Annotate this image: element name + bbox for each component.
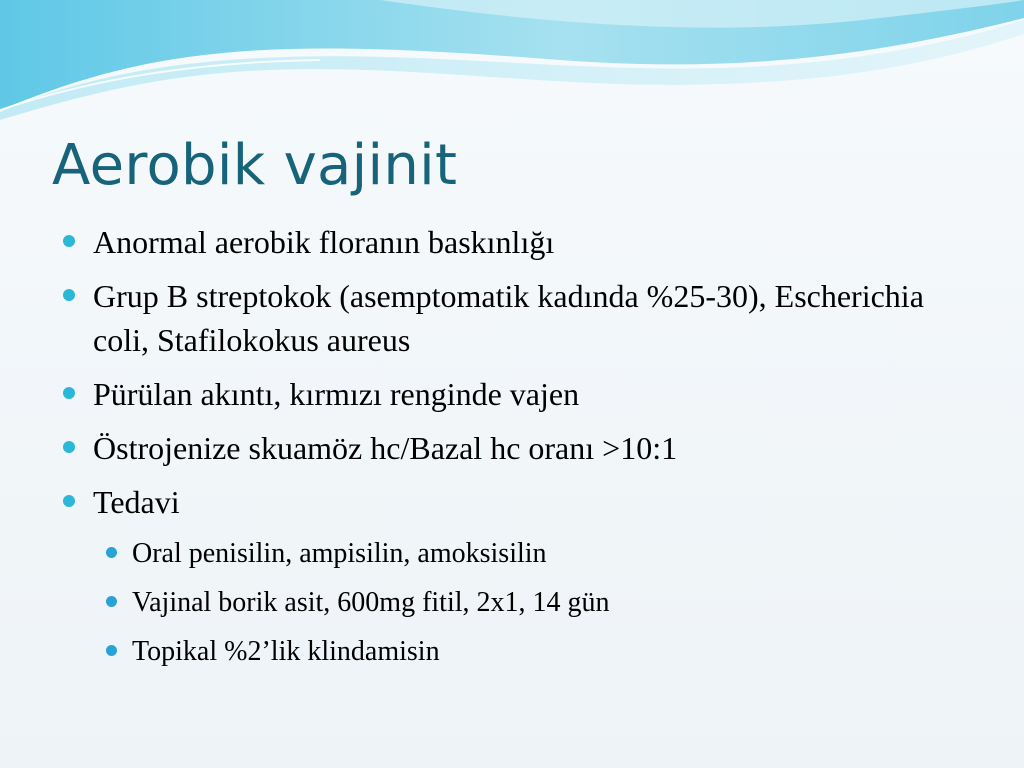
- bullet-item: [60, 426, 980, 470]
- header-wave-decoration: [0, 0, 1024, 120]
- bullet-list: [60, 220, 980, 681]
- sub-bullet-group: [60, 534, 980, 672]
- bullet-dot-icon: [63, 441, 75, 453]
- bullet-item: [60, 220, 980, 264]
- bullet-text: Östrojenize skuamöz hc/Bazal hc oranı >10:1: [93, 430, 678, 466]
- bullet-text: Grup B streptokok (asemptomatik kadında %25-30), Escherichia coli, Stafilokokus aureus: [93, 278, 924, 358]
- sub-bullet-text: Vajinal borik asit, 600mg fitil, 2x1, 14 gün: [132, 587, 610, 618]
- bullet-dot-icon: [63, 387, 75, 399]
- bullet-dot-icon: [63, 495, 75, 507]
- bullet-text: Tedavi: [93, 484, 180, 520]
- sub-bullet-text: Oral penisilin, ampisilin, amoksisilin: [132, 538, 547, 569]
- sub-bullet-item: [60, 534, 980, 574]
- bullet-text: Pürülan akıntı, kırmızı renginde vajen: [93, 376, 580, 412]
- sub-bullet-item: [60, 632, 980, 672]
- slide-title: Aerobik vajinit: [52, 133, 458, 198]
- bullet-item: [60, 480, 980, 524]
- sub-bullet-dot-icon: [106, 547, 117, 558]
- bullet-text: Anormal aerobik floranın baskınlığı: [93, 224, 555, 260]
- bullet-dot-icon: [63, 289, 75, 301]
- bullet-item: [60, 372, 980, 416]
- sub-bullet-text: Topikal %2’lik klindamisin: [132, 636, 440, 667]
- sub-bullet-dot-icon: [106, 596, 117, 607]
- sub-bullet-dot-icon: [106, 645, 117, 656]
- sub-bullet-list: [60, 534, 980, 672]
- bullet-item: [60, 274, 980, 362]
- sub-bullet-item: [60, 583, 980, 623]
- bullet-dot-icon: [63, 235, 75, 247]
